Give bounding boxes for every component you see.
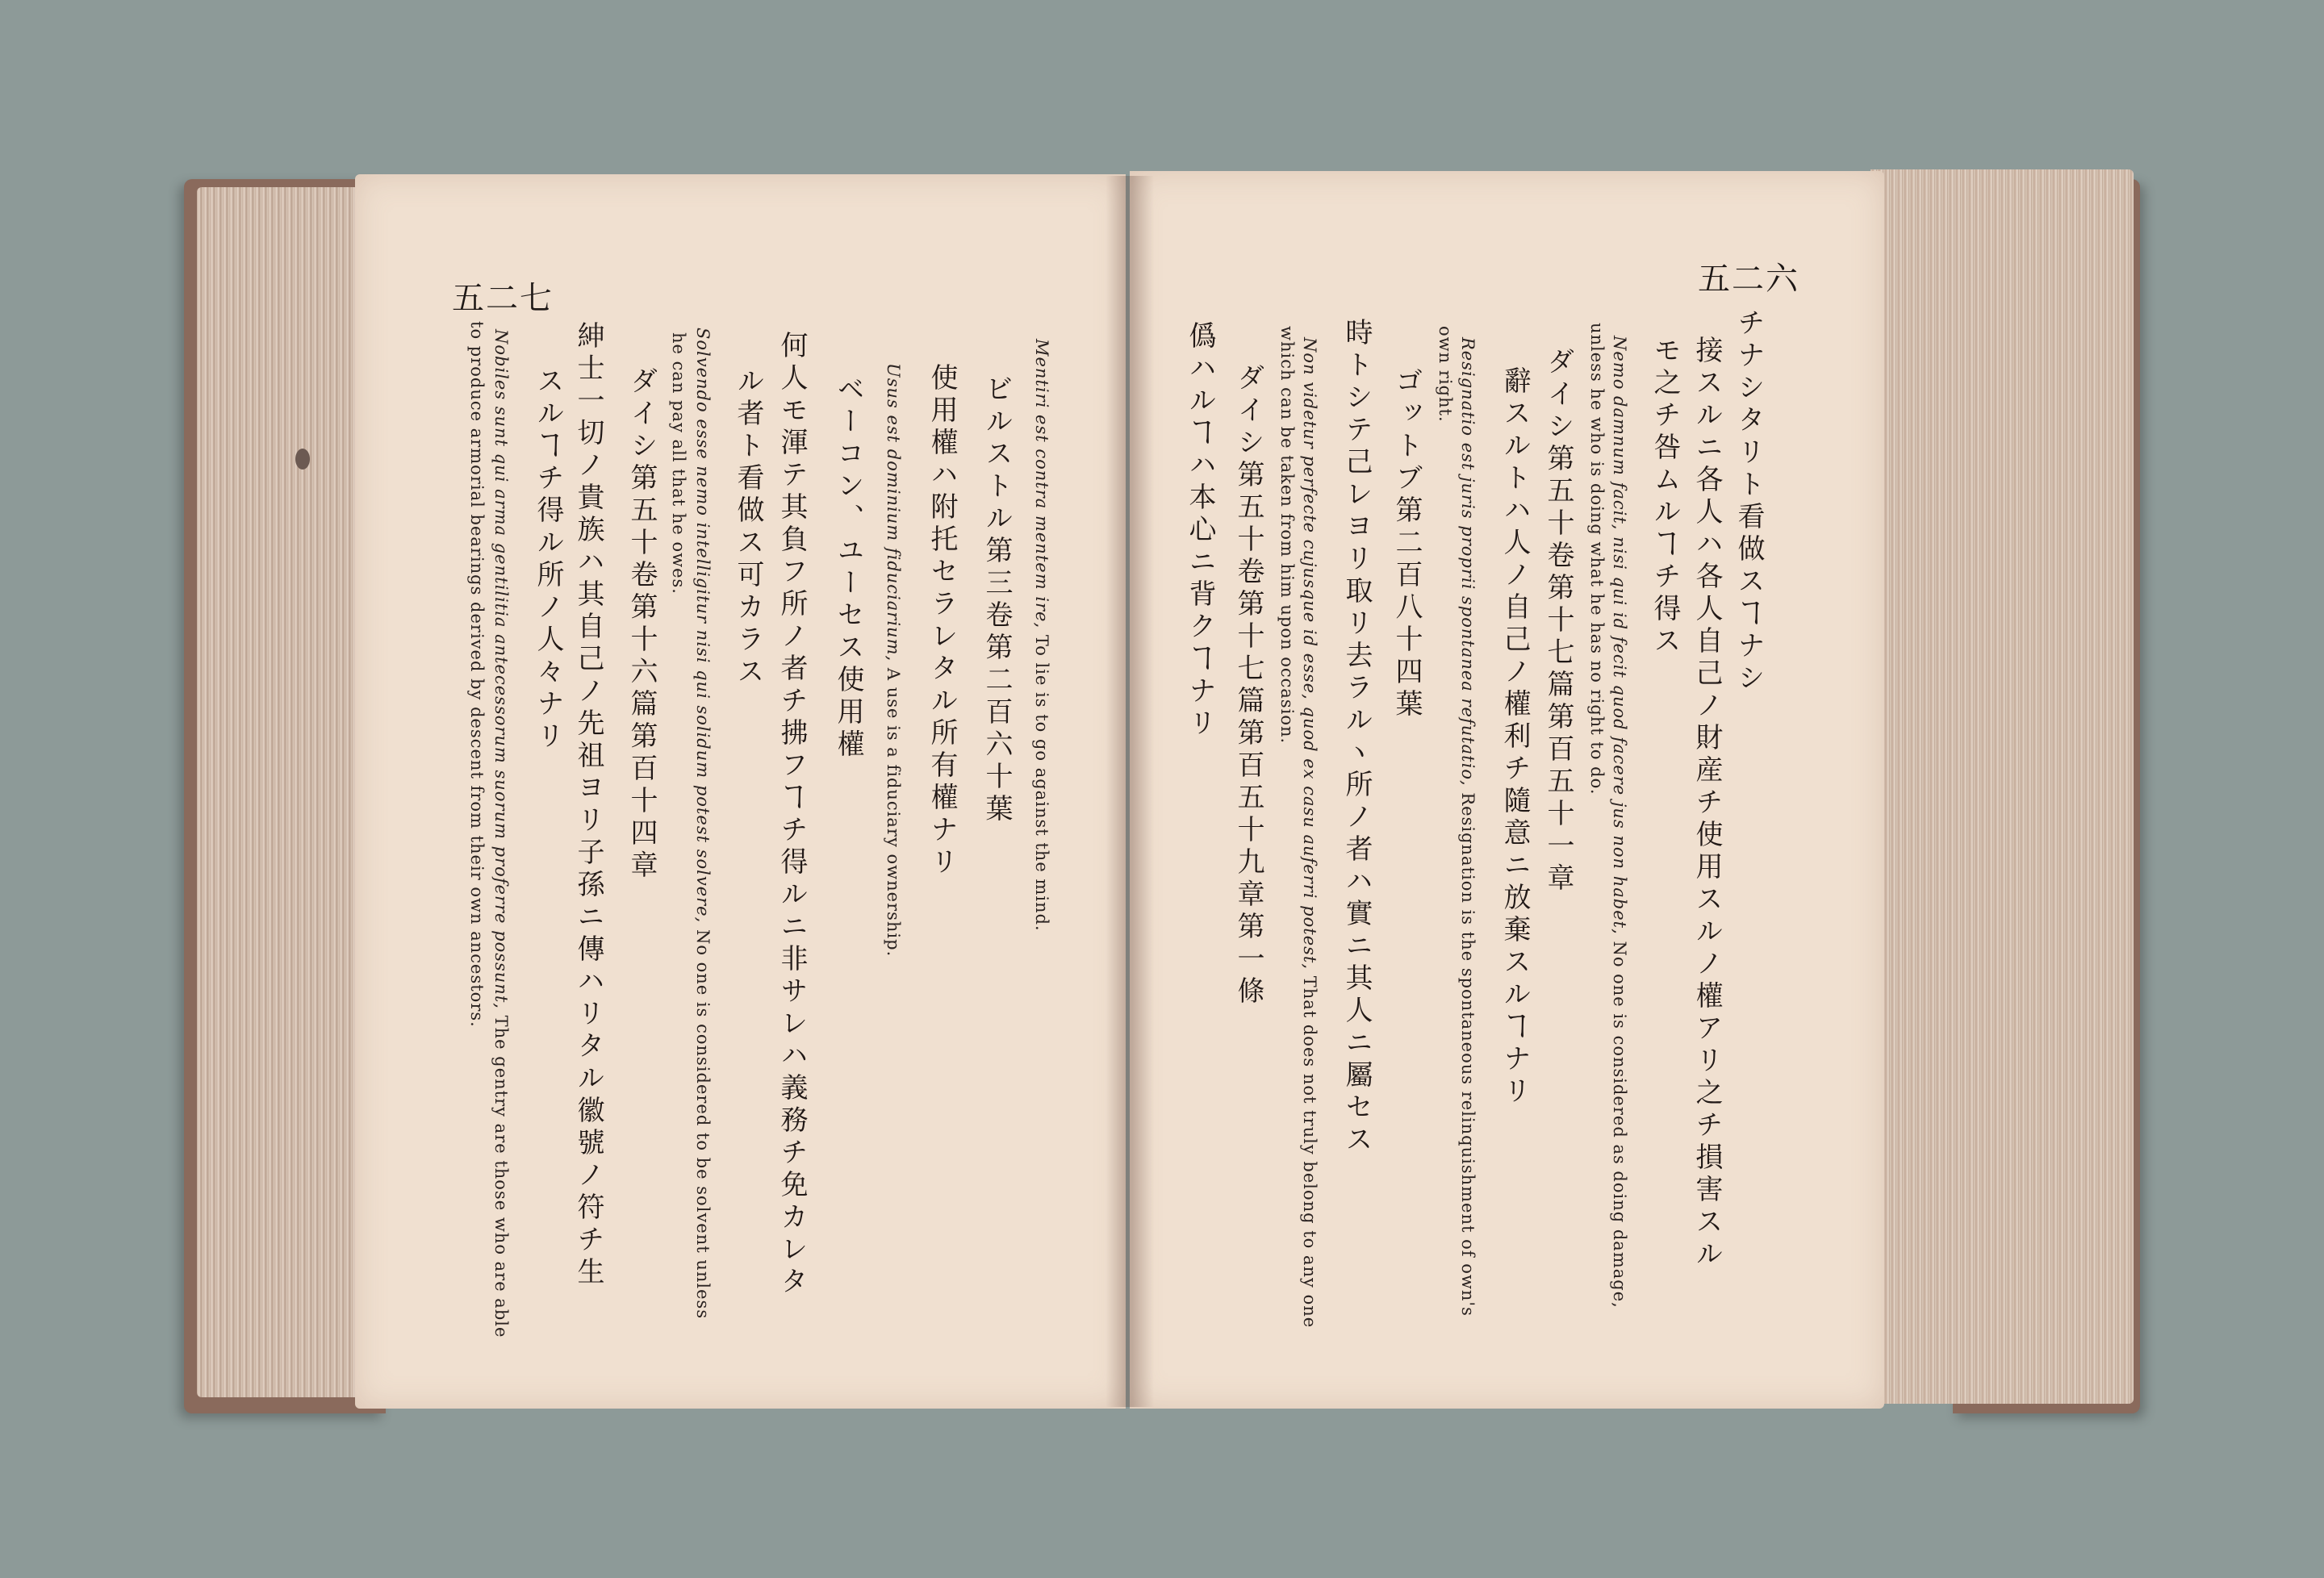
right-col-14: ダイシ第五十卷第十七篇第百五十九章第一條 <box>1232 363 1264 1008</box>
left-col-7: ル者ト看做ス可カラス <box>732 366 764 689</box>
right-col-8: Resignatio est juris proprii spontanea refutatio, Resignation is the spontaneous relinquishment of own's <box>1458 337 1478 1317</box>
page-edges-left <box>197 187 374 1397</box>
left-col-2: ビルストル第三卷第二百六十葉 <box>980 374 1013 826</box>
right-col-10: ゴットブ第二百八十四葉 <box>1390 366 1423 721</box>
left-col-3: 使用權ハ附托セラレタル所有權ナリ <box>926 363 958 879</box>
right-col-2: 接スルニ各人ハ各人自己ノ財産チ使用スルノ權アリ之チ損害スル <box>1691 336 1723 1271</box>
left-col-8: Solvendo esse nemo intelligitur nisi qui solidum potest solvere, No one is considered to be solvent unless <box>693 328 713 1320</box>
right-col-3: モ之チ咎ムルヿチ得ス <box>1649 336 1681 658</box>
right-col-15: 僞ハルヿハ本心ニ背クヿナリ <box>1184 321 1216 741</box>
right-col-5: unless he who is doing what he has no right to do. <box>1587 323 1607 795</box>
left-col-5: ベーコン、ユーセス使用權 <box>832 374 864 762</box>
book-gutter <box>1106 176 1154 1407</box>
right-col-11: 時トシテ己レヨリ取リ去ラルヽ所ノ者ハ實ニ其人ニ屬セス <box>1340 318 1373 1157</box>
left-col-13: Nobiles sunt qui arma gentilitia antecessorum suorum proferre possunt, The gentry are those who are able <box>491 329 511 1338</box>
page-number-left: 五二七 <box>452 280 554 317</box>
page-number-right: 五二六 <box>1698 261 1799 298</box>
page-edges-right <box>1870 169 2134 1404</box>
left-col-12: スルヿチ得ル所ノ人々ナリ <box>532 366 564 754</box>
left-col-6: 何人モ渾テ其負フ所ノ者チ拂フヿチ得ルニ非サレハ義務チ免カレタ <box>775 331 808 1299</box>
binding-hole <box>295 449 310 470</box>
left-col-1: Mentiri est contra mentem ire, To lie is to go against the mind. <box>1032 339 1051 932</box>
left-col-9: he can pay all that he owes. <box>669 332 688 595</box>
right-col-6: ダイシ第五十卷第十七篇第百五十一章 <box>1542 347 1574 895</box>
left-col-4: Usus est dominium fiduciarium, A use is a fiduciary ownership. <box>884 363 903 958</box>
right-col-13: which can be taken from him upon occasion. <box>1277 326 1297 745</box>
left-col-10: ダイシ第五十卷第十六篇第百十四章 <box>625 366 658 883</box>
right-col-7: 辭スルトハ人ノ自己ノ權利チ隨意ニ放棄スルヿナリ <box>1498 366 1531 1108</box>
right-col-12: Non videtur perfecte cujusque id esse, quod ex casu auferri potest, That does not truly belong to any one <box>1300 337 1319 1329</box>
right-col-4: Nemo damnum facit, nisi qui id fecit quod facere jus non habet, No one is considered as doing damage, <box>1610 336 1629 1309</box>
right-col-1: チナシタリト看做スヿナシ <box>1733 308 1765 695</box>
left-col-14: to produce armorial bearings derived by descent from their own ancestors. <box>467 321 487 1028</box>
left-col-11: 紳士一切ノ貴族ハ其自己ノ先祖ヨリ子孫ニ傳ハリタル徽號ノ符チ生 <box>572 321 604 1289</box>
right-col-9: own right. <box>1436 326 1455 423</box>
